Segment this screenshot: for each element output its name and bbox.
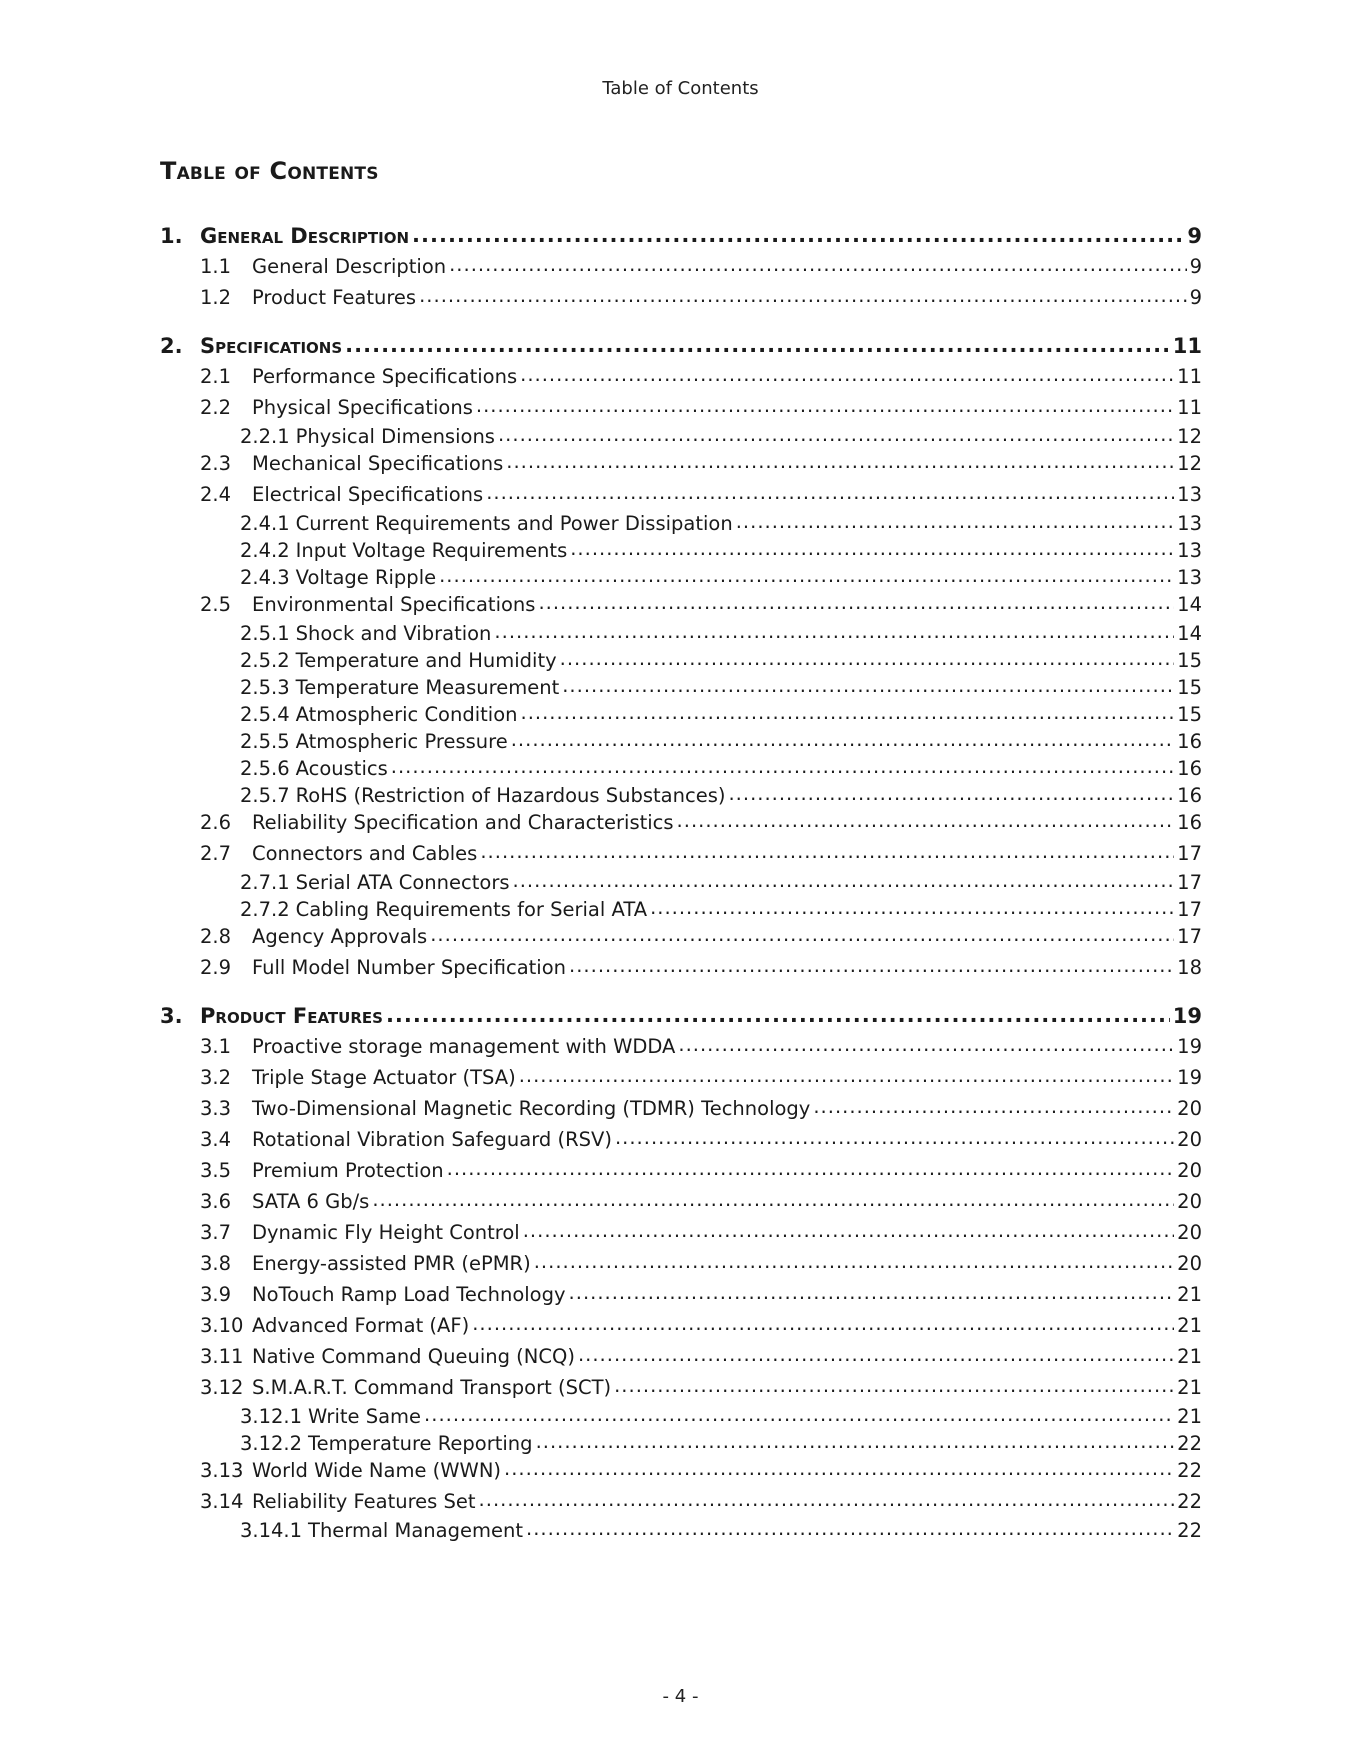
toc-entry-title: Energy-assisted PMR (ePMR) <box>252 1251 531 1275</box>
toc-entry-page: 13 <box>1177 565 1202 589</box>
toc-entry-title: Serial ATA Connectors <box>295 870 510 894</box>
toc-entry-title: Atmospheric Condition <box>295 702 518 726</box>
toc-entry-page: 13 <box>1177 511 1202 535</box>
dot-leader <box>480 840 1174 860</box>
toc-entry-title: Reliability Features Set <box>252 1489 476 1513</box>
toc-entry-page: 12 <box>1177 424 1202 448</box>
toc-entry-number: 3.6 <box>200 1189 232 1213</box>
dot-leader <box>678 1033 1174 1053</box>
dot-leader <box>513 869 1175 889</box>
dot-leader <box>412 222 1184 243</box>
toc-entry-page: 19 <box>1177 1065 1202 1089</box>
toc-entry-title: Thermal Management <box>308 1518 523 1542</box>
toc-section-entry[interactable] <box>160 253 1202 284</box>
toc-entry-page: 22 <box>1177 1518 1202 1542</box>
toc-entry-page: 9 <box>1189 285 1202 309</box>
toc-subsection-entry[interactable] <box>160 728 1202 755</box>
toc-entry-number: 2.3 <box>200 451 232 475</box>
dot-leader <box>486 481 1174 501</box>
toc-entry-page: 17 <box>1177 841 1202 865</box>
toc-section-entry[interactable] <box>160 394 1202 425</box>
toc-entry-title: SATA 6 Gb/s <box>252 1189 370 1213</box>
toc-subsection-entry[interactable] <box>160 510 1202 537</box>
toc-entry-number: 3. <box>160 1004 183 1028</box>
toc-section-entry[interactable] <box>160 1488 1202 1519</box>
toc-entry-number: 1.1 <box>200 254 232 278</box>
toc-entry-page: 14 <box>1177 621 1202 645</box>
toc-entry-title: Two-Dimensional Magnetic Recording (TDMR) Technology <box>252 1096 811 1120</box>
toc-entry-title: Connectors and Cables <box>252 841 478 865</box>
toc-entry-page: 20 <box>1177 1251 1202 1275</box>
dot-leader <box>498 423 1174 443</box>
toc-section-entry[interactable] <box>160 954 1202 985</box>
toc-subsection-entry[interactable] <box>160 896 1202 923</box>
running-header: Table of Contents <box>602 78 759 99</box>
toc-entry-page: 22 <box>1177 1458 1202 1482</box>
dot-leader <box>534 1250 1174 1270</box>
toc-entry-title: Input Voltage Requirements <box>295 538 568 562</box>
toc-entry-page: 20 <box>1177 1096 1202 1120</box>
toc-section-entry[interactable] <box>160 1457 1202 1488</box>
toc-entry-page: 17 <box>1177 897 1202 921</box>
toc-entry-number: 1.2 <box>200 285 232 309</box>
toc-entry-title: General Description <box>200 224 410 248</box>
toc-entry-title: World Wide Name (WWN) <box>252 1458 502 1482</box>
toc-entry-page: 15 <box>1177 702 1202 726</box>
toc-subsection-entry[interactable] <box>160 755 1202 782</box>
toc-entry-number: 2.5.1 <box>240 621 290 645</box>
toc-section-entry[interactable] <box>160 450 1202 481</box>
toc-entry-page: 11 <box>1172 334 1202 358</box>
dot-leader <box>523 1219 1174 1239</box>
toc-entry-page: 13 <box>1177 538 1202 562</box>
toc-entry-page: 22 <box>1177 1431 1202 1455</box>
toc-entry-title: Electrical Specifications <box>252 482 484 506</box>
toc-entry-number: 2.7.2 <box>240 897 290 921</box>
toc-entry-title: NoTouch Ramp Load Technology <box>252 1282 566 1306</box>
toc-subsection-entry[interactable] <box>160 620 1202 647</box>
dot-leader <box>494 620 1174 640</box>
toc-entry-title: Agency Approvals <box>252 924 428 948</box>
toc-entry-number: 2.5.7 <box>240 783 290 807</box>
toc-entry-number: 2.5.4 <box>240 702 290 726</box>
toc-section-entry[interactable] <box>160 923 1202 954</box>
toc-entry-number: 3.5 <box>200 1158 232 1182</box>
toc-entry-page: 20 <box>1177 1189 1202 1213</box>
toc-section-entry[interactable] <box>160 1374 1202 1405</box>
toc-entry-title: General Description <box>252 254 447 278</box>
toc-subsection-entry[interactable] <box>160 1403 1202 1430</box>
toc-entry-page: 21 <box>1177 1404 1202 1428</box>
toc-entry-page: 20 <box>1177 1158 1202 1182</box>
toc-entry-number: 2.5.5 <box>240 729 290 753</box>
toc-entry-number: 2.7 <box>200 841 232 865</box>
toc-entry-page: 20 <box>1177 1127 1202 1151</box>
toc-entry-page: 16 <box>1177 729 1202 753</box>
toc-entry-page: 11 <box>1177 364 1202 388</box>
toc-section-entry[interactable] <box>160 1157 1202 1188</box>
toc-section-entry[interactable] <box>160 481 1202 512</box>
toc-entry-number: 3.1 <box>200 1034 232 1058</box>
toc-section-entry[interactable] <box>160 1126 1202 1157</box>
toc-subsection-entry[interactable] <box>160 701 1202 728</box>
toc-entry-number: 2.4.1 <box>240 511 290 535</box>
toc-entry-title: Acoustics <box>295 756 388 780</box>
dot-leader <box>430 923 1174 943</box>
toc-entry-title: Product Features <box>252 285 417 309</box>
toc-entry-title: Atmospheric Pressure <box>295 729 508 753</box>
toc-entry-page: 19 <box>1177 1034 1202 1058</box>
dot-leader <box>345 332 1170 353</box>
toc-entry-page: 18 <box>1177 955 1202 979</box>
toc-entry-number: 3.7 <box>200 1220 232 1244</box>
dot-leader <box>536 1430 1175 1450</box>
toc-entry-title: Advanced Format (AF) <box>252 1313 470 1337</box>
toc-entry-title: RoHS (Restriction of Hazardous Substances) <box>295 783 726 807</box>
dot-leader <box>569 954 1174 974</box>
toc-entry-number: 2.4.2 <box>240 538 290 562</box>
toc-entry-page: 21 <box>1177 1344 1202 1368</box>
toc-entry-title: Dynamic Fly Height Control <box>252 1220 520 1244</box>
toc-entry-number: 3.9 <box>200 1282 232 1306</box>
toc-section-entry[interactable] <box>160 1064 1202 1095</box>
toc-section-entry[interactable] <box>160 1095 1202 1126</box>
dot-leader <box>372 1188 1174 1208</box>
toc-entry-page: 12 <box>1177 451 1202 475</box>
toc-section-entry[interactable] <box>160 840 1202 871</box>
toc-subsection-entry[interactable] <box>160 537 1202 564</box>
toc-entry-title: Native Command Queuing (NCQ) <box>252 1344 575 1368</box>
toc-section-entry[interactable] <box>160 1250 1202 1281</box>
toc-entry-title: Shock and Vibration <box>295 621 492 645</box>
dot-leader <box>736 510 1174 530</box>
dot-leader <box>447 1157 1175 1177</box>
toc-subsection-entry[interactable] <box>160 674 1202 701</box>
toc-entry-number: 2.5.3 <box>240 675 290 699</box>
toc-entry-title: Physical Dimensions <box>295 424 495 448</box>
toc-entry-number: 3.14.1 <box>240 1518 303 1542</box>
toc-section-entry[interactable] <box>160 284 1202 315</box>
toc-section-entry[interactable] <box>160 1312 1202 1343</box>
dot-leader <box>677 809 1175 829</box>
toc-entry-page: 14 <box>1177 592 1202 616</box>
toc-entry-title: Temperature Measurement <box>295 675 560 699</box>
toc-entry-page: 16 <box>1177 783 1202 807</box>
toc-entry-title: Reliability Specification and Characteristics <box>252 810 674 834</box>
dot-leader <box>472 1312 1174 1332</box>
dot-leader <box>614 1374 1174 1394</box>
toc-entry-title: Specifications <box>200 334 343 358</box>
toc-entry-title: Rotational Vibration Safeguard (RSV) <box>252 1127 612 1151</box>
toc-section-entry[interactable] <box>160 1188 1202 1219</box>
dot-leader <box>569 1281 1175 1301</box>
toc-entry-number: 2.8 <box>200 924 232 948</box>
toc-entry-number: 2.2 <box>200 395 232 419</box>
toc-subsection-entry[interactable] <box>160 869 1202 896</box>
toc-entry-title: Cabling Requirements for Serial ATA <box>295 897 648 921</box>
toc-entry-title: Full Model Number Specification <box>252 955 567 979</box>
toc-entry-number: 2. <box>160 334 183 358</box>
toc-entry-number: 2.5.2 <box>240 648 290 672</box>
toc-entry-number: 2.2.1 <box>240 424 290 448</box>
dot-leader <box>728 782 1174 802</box>
toc-section-entry[interactable] <box>160 1343 1202 1374</box>
toc-section-entry[interactable] <box>160 1219 1202 1250</box>
toc-entry-number: 2.6 <box>200 810 232 834</box>
toc-entry-page: 22 <box>1177 1489 1202 1513</box>
toc-subsection-entry[interactable] <box>160 647 1202 674</box>
toc-entry-page: 19 <box>1172 1004 1202 1028</box>
toc-entry-number: 2.4 <box>200 482 232 506</box>
toc-entry-number: 2.7.1 <box>240 870 290 894</box>
dot-leader <box>449 253 1186 273</box>
toc-entry-number: 3.8 <box>200 1251 232 1275</box>
toc-entry-page: 16 <box>1177 810 1202 834</box>
toc-entry-page: 15 <box>1177 648 1202 672</box>
toc-heading: Table of Contents <box>160 157 379 185</box>
dot-leader <box>391 755 1174 775</box>
toc-entry-number: 3.4 <box>200 1127 232 1151</box>
toc-entry-number: 3.13 <box>200 1458 244 1482</box>
dot-leader <box>538 591 1174 611</box>
toc-subsection-entry[interactable] <box>160 1430 1202 1457</box>
dot-leader <box>560 647 1175 667</box>
toc-entry-title: Product Features <box>200 1004 383 1028</box>
toc-entry-page: 21 <box>1177 1375 1202 1399</box>
toc-section-entry[interactable] <box>160 1033 1202 1064</box>
toc-section-entry[interactable] <box>160 363 1202 394</box>
dot-leader <box>570 537 1174 557</box>
toc-entry-page: 21 <box>1177 1282 1202 1306</box>
toc-subsection-entry[interactable] <box>160 782 1202 809</box>
toc-entry-number: 1. <box>160 224 183 248</box>
dot-leader <box>386 1002 1170 1023</box>
toc-chapter-entry[interactable] <box>160 222 1202 253</box>
page-number: - 4 - <box>662 1686 699 1707</box>
dot-leader <box>615 1126 1174 1146</box>
toc-chapter-entry[interactable] <box>160 332 1202 363</box>
toc-entry-page: 15 <box>1177 675 1202 699</box>
toc-entry-title: Write Same <box>308 1404 422 1428</box>
toc-entry-title: Premium Protection <box>252 1158 444 1182</box>
dot-leader <box>650 896 1174 916</box>
toc-entry-number: 3.11 <box>200 1344 244 1368</box>
dot-leader <box>476 394 1174 414</box>
toc-entry-title: Triple Stage Actuator (TSA) <box>252 1065 516 1089</box>
toc-entry-title: Proactive storage management with WDDA <box>252 1034 676 1058</box>
toc-entry-title: Current Requirements and Power Dissipation <box>295 511 733 535</box>
toc-entry-number: 2.5.6 <box>240 756 290 780</box>
toc-entry-title: Mechanical Specifications <box>252 451 504 475</box>
toc-entry-number: 3.2 <box>200 1065 232 1089</box>
dot-leader <box>813 1095 1174 1115</box>
dot-leader <box>439 564 1174 584</box>
toc-entry-page: 20 <box>1177 1220 1202 1244</box>
toc-entry-page: 17 <box>1177 924 1202 948</box>
dot-leader <box>504 1457 1174 1477</box>
dot-leader <box>519 1064 1174 1084</box>
toc-section-entry[interactable] <box>160 1281 1202 1312</box>
dot-leader <box>526 1517 1174 1537</box>
toc-subsection-entry[interactable] <box>160 564 1202 591</box>
dot-leader <box>578 1343 1174 1363</box>
table-of-contents <box>160 222 1202 1544</box>
toc-entry-title: Physical Specifications <box>252 395 473 419</box>
toc-entry-title: S.M.A.R.T. Command Transport (SCT) <box>252 1375 612 1399</box>
toc-entry-number: 2.5 <box>200 592 232 616</box>
toc-entry-page: 21 <box>1177 1313 1202 1337</box>
toc-entry-title: Voltage Ripple <box>295 565 437 589</box>
toc-entry-title: Performance Specifications <box>252 364 518 388</box>
dot-leader <box>521 701 1175 721</box>
dot-leader <box>479 1488 1175 1508</box>
toc-entry-number: 2.4.3 <box>240 565 290 589</box>
toc-entry-number: 3.12.1 <box>240 1404 303 1428</box>
toc-entry-title: Environmental Specifications <box>252 592 536 616</box>
toc-entry-number: 3.10 <box>200 1313 244 1337</box>
toc-entry-page: 13 <box>1177 482 1202 506</box>
dot-leader <box>520 363 1174 383</box>
toc-entry-number: 3.14 <box>200 1489 244 1513</box>
dot-leader <box>511 728 1174 748</box>
toc-entry-number: 2.1 <box>200 364 232 388</box>
toc-entry-title: Temperature Reporting <box>308 1431 533 1455</box>
toc-entry-page: 9 <box>1189 254 1202 278</box>
toc-entry-number: 3.3 <box>200 1096 232 1120</box>
toc-subsection-entry[interactable] <box>160 423 1202 450</box>
dot-leader <box>562 674 1174 694</box>
toc-entry-page: 9 <box>1187 224 1202 248</box>
toc-entry-title: Temperature and Humidity <box>295 648 557 672</box>
toc-chapter-entry[interactable] <box>160 1002 1202 1033</box>
dot-leader <box>419 284 1186 304</box>
toc-entry-number: 3.12 <box>200 1375 244 1399</box>
toc-section-entry[interactable] <box>160 809 1202 840</box>
toc-subsection-entry[interactable] <box>160 1517 1202 1544</box>
toc-section-entry[interactable] <box>160 591 1202 622</box>
toc-entry-page: 11 <box>1177 395 1202 419</box>
toc-entry-page: 17 <box>1177 870 1202 894</box>
toc-entry-number: 2.9 <box>200 955 232 979</box>
toc-entry-number: 3.12.2 <box>240 1431 303 1455</box>
toc-entry-page: 16 <box>1177 756 1202 780</box>
dot-leader <box>506 450 1174 470</box>
dot-leader <box>424 1403 1174 1423</box>
